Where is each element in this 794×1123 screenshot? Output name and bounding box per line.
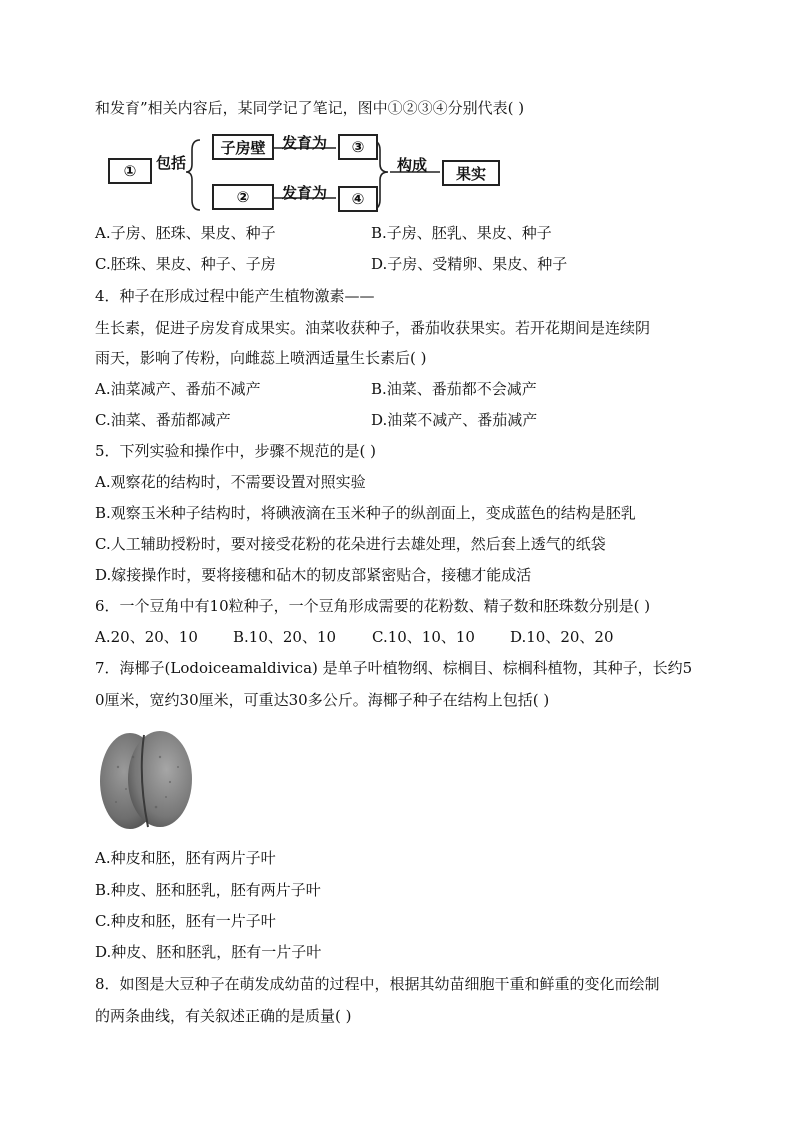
- node-1: ①: [108, 158, 152, 184]
- q8-stem-2: 的两条曲线，有关叙述正确的是质量( ): [95, 1007, 352, 1025]
- q5-option-c: C.人工辅助授粉时，要对接受花粉的花朵进行去雄处理，然后套上透气的纸袋: [95, 535, 606, 553]
- q7-stem-1: 7．海椰子(Lodoiceamaldivica) 是单子叶植物纲、棕榈目、棕榈科植物，其种子，长约5: [95, 659, 693, 677]
- ovary-wall-box: 子房壁: [212, 134, 274, 160]
- q7-option-c: C.种皮和胚，胚有一片子叶: [95, 912, 276, 930]
- q8-stem-1: 8．如图是大豆种子在萌发成幼苗的过程中，根据其幼苗细胞干重和鲜重的变化而绘制: [95, 975, 660, 993]
- q3-option-c: C.胚珠、果皮、种子、子房: [95, 255, 276, 273]
- q4-option-c: C.油菜、番茄都减产: [95, 411, 231, 429]
- q7-option-a: A.种皮和胚，胚有两片子叶: [95, 849, 276, 867]
- q3-option-b: B.子房、胚乳、果皮、种子: [371, 224, 552, 242]
- q4-option-a: A.油菜减产、番茄不减产: [95, 380, 261, 398]
- fruit-formation-diagram: [100, 128, 510, 216]
- q6-option-c: C.10、10、10: [372, 628, 475, 646]
- develop-label-top: 发育为: [282, 134, 328, 152]
- fruit-box: 果实: [442, 160, 500, 186]
- sea-coconut-seed-image: [98, 727, 194, 833]
- q5-option-a: A.观察花的结构时，不需要设置对照实验: [95, 473, 366, 491]
- q6-option-a: A.20、20、10: [95, 628, 198, 646]
- node-4: ④: [338, 186, 378, 212]
- q6-option-d: D.10、20、20: [510, 628, 614, 646]
- node-2: ②: [212, 184, 274, 210]
- q4-stem-1: 4．种子在形成过程中能产生植物激素——: [95, 287, 375, 305]
- question-intro: 和发育”相关内容后，某同学记了笔记，图中①②③④分别代表( ): [95, 99, 525, 117]
- q7-option-b: B.种皮、胚和胚乳，胚有两片子叶: [95, 881, 321, 899]
- q4-stem-2: 生长素，促进子房发育成果实。油菜收获种子，番茄收获果实。若开花期间是连续阴: [95, 319, 651, 337]
- q4-option-b: B.油菜、番茄都不会减产: [371, 380, 537, 398]
- q6-option-b: B.10、20、10: [233, 628, 337, 646]
- q5-option-d: D.嫁接操作时，要将接穗和砧木的韧皮部紧密贴合，接穗才能成活: [95, 566, 532, 584]
- node-3: ③: [338, 134, 378, 160]
- form-label: 构成: [397, 156, 428, 174]
- q4-stem-3: 雨天，影响了传粉，向雌蕊上喷洒适量生长素后( ): [95, 349, 427, 367]
- q5-option-b: B.观察玉米种子结构时，将碘液滴在玉米种子的纵剖面上，变成蓝色的结构是胚乳: [95, 504, 636, 522]
- q5-stem: 5．下列实验和操作中，步骤不规范的是( ): [95, 442, 377, 460]
- q4-option-d: D.油菜不减产、番茄减产: [371, 411, 538, 429]
- q3-option-a: A.子房、胚珠、果皮、种子: [95, 224, 276, 242]
- include-label: 包括: [156, 154, 187, 172]
- q6-stem: 6．一个豆角中有10粒种子，一个豆角形成需要的花粉数、精子数和胚珠数分别是( ): [95, 597, 651, 615]
- q7-stem-2: 0厘米，宽约30厘米，可重达30多公斤。海椰子种子在结构上包括( ): [95, 691, 550, 709]
- q3-option-d: D.子房、受精卵、果皮、种子: [371, 255, 568, 273]
- q7-option-d: D.种皮、胚和胚乳，胚有一片子叶: [95, 943, 322, 961]
- develop-label-bottom: 发育为: [282, 184, 328, 202]
